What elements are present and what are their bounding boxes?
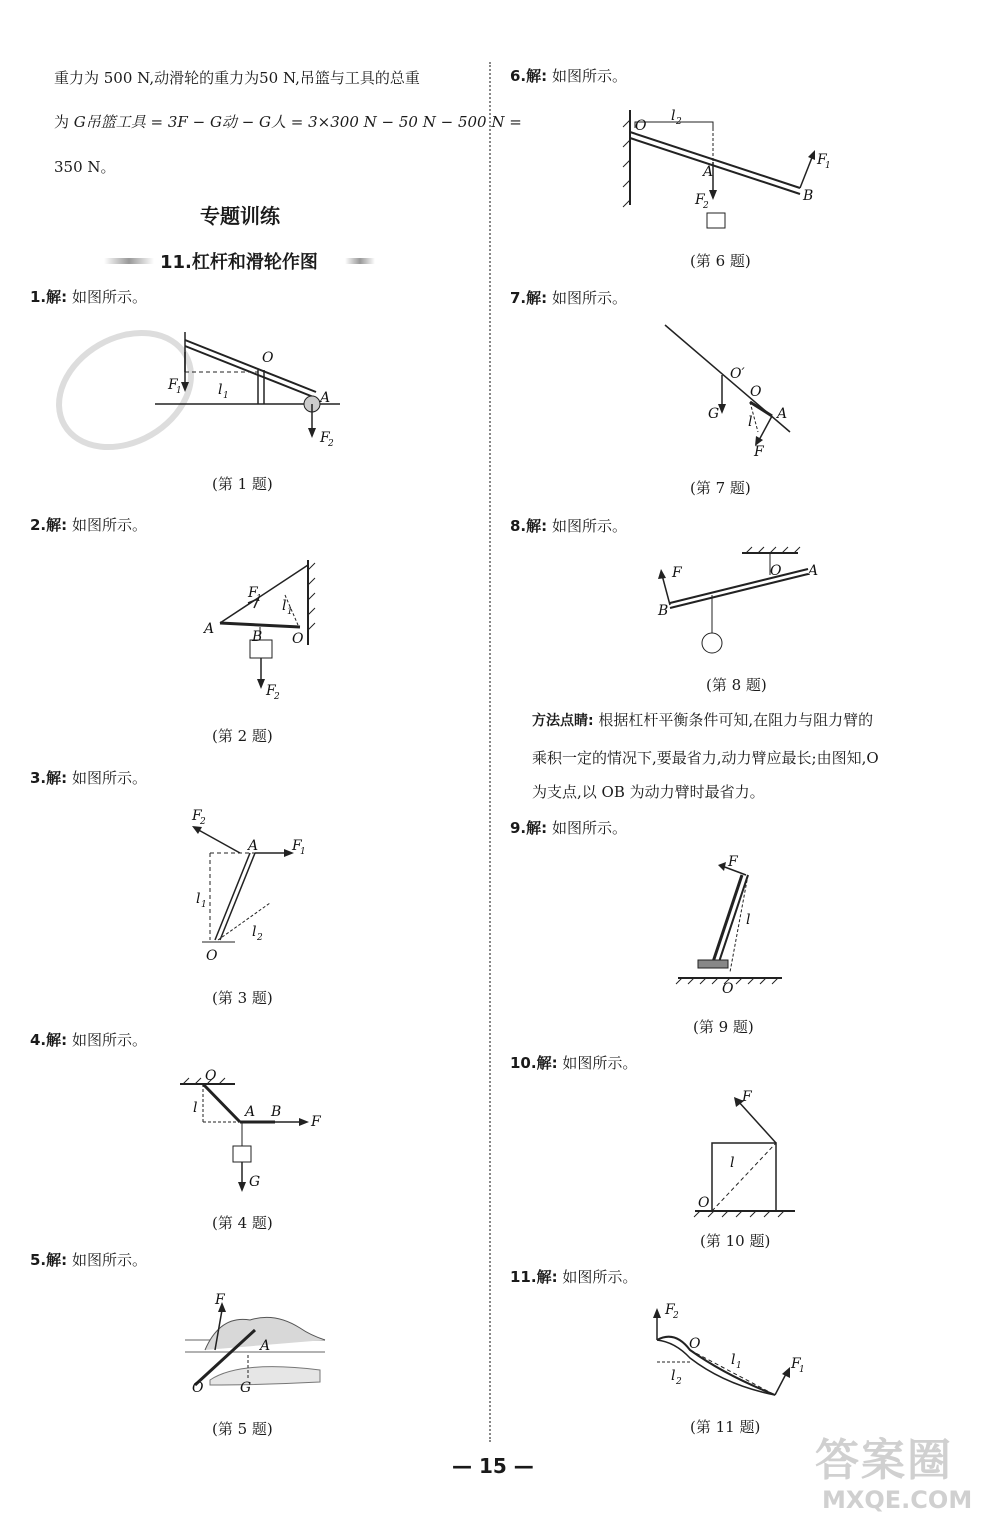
svg-text:A: A — [204, 621, 215, 637]
item-7-header: 7.解: 如图所示。 — [510, 289, 627, 307]
svg-text:1: 1 — [736, 1361, 742, 1371]
figure-2 — [200, 555, 330, 705]
svg-text:F: F — [168, 377, 178, 393]
svg-text:1: 1 — [223, 391, 229, 401]
figure-5 — [180, 1290, 330, 1400]
svg-text:1: 1 — [825, 161, 831, 171]
method-tip-line-2: 乘积一定的情况下,要最省力,动力臂应最长;由图知,O — [532, 749, 879, 767]
svg-text:O′: O′ — [730, 366, 745, 382]
figure-11 — [645, 1300, 815, 1410]
svg-text:F: F — [192, 808, 202, 824]
column-divider — [489, 62, 491, 1442]
svg-text:l: l — [748, 414, 753, 430]
svg-text:B: B — [803, 188, 814, 204]
svg-text:1: 1 — [287, 607, 293, 617]
intro-line-2 — [54, 112, 522, 132]
svg-text:l: l — [671, 1368, 676, 1384]
svg-text:A: A — [260, 1338, 271, 1354]
subsection-deco-right — [345, 258, 375, 264]
svg-text:A: A — [808, 563, 819, 579]
svg-text:l: l — [193, 1100, 198, 1116]
svg-text:l: l — [218, 382, 223, 398]
svg-text:l: l — [282, 598, 287, 614]
svg-text:O: O — [192, 1380, 204, 1396]
svg-text:F: F — [665, 1302, 675, 1318]
svg-text:l: l — [731, 1352, 736, 1368]
intro-line-3: 350 N。 — [54, 158, 116, 176]
figure-6-caption: (第 6 题) — [690, 252, 751, 270]
svg-text:F: F — [672, 565, 682, 581]
svg-text:O: O — [722, 981, 734, 997]
figure-2-caption: (第 2 题) — [212, 727, 273, 745]
svg-text:l: l — [730, 1155, 735, 1171]
svg-text:2: 2 — [200, 817, 206, 827]
svg-text:O: O — [689, 1336, 701, 1352]
item-9-header: 9.解: 如图所示。 — [510, 819, 627, 837]
svg-text:2: 2 — [274, 692, 280, 702]
svg-text:l: l — [671, 108, 676, 124]
figure-11-caption: (第 11 题) — [690, 1418, 761, 1436]
item-8-header: 8.解: 如图所示。 — [510, 517, 627, 535]
svg-text:2: 2 — [328, 439, 334, 449]
svg-text:2: 2 — [676, 1377, 682, 1387]
svg-text:F: F — [292, 838, 302, 854]
svg-text:O: O — [635, 118, 647, 134]
item-5-header: 5.解: 如图所示。 — [30, 1251, 147, 1269]
subsection-title: 11.杠杆和滑轮作图 — [160, 252, 318, 273]
figure-10 — [690, 1083, 810, 1218]
method-tip-line-3: 为支点,以 OB 为动力臂时最省力。 — [532, 783, 765, 801]
subsection-deco-left — [104, 258, 154, 264]
figure-6 — [615, 100, 845, 230]
svg-text:F: F — [817, 152, 827, 168]
svg-text:B: B — [271, 1104, 282, 1120]
svg-text:2: 2 — [703, 201, 709, 211]
figure-7 — [660, 320, 800, 465]
figure-1 — [40, 312, 350, 462]
figure-4 — [175, 1066, 335, 1196]
svg-text:2: 2 — [676, 117, 682, 127]
svg-text:O: O — [205, 1068, 217, 1084]
method-tip-label: 方法点睛: — [532, 713, 594, 729]
intro-formula: G吊篮工具 = 3F − G动 − G人 = 3×300 N − 50 N − 500 N = — [73, 113, 522, 131]
svg-text:F: F — [754, 444, 764, 460]
svg-text:O: O — [750, 384, 762, 400]
svg-text:l: l — [196, 891, 201, 907]
svg-text:G: G — [708, 406, 720, 422]
svg-text:F: F — [215, 1292, 225, 1308]
svg-text:A: A — [703, 164, 714, 180]
svg-text:2: 2 — [673, 1311, 679, 1321]
svg-text:O: O — [206, 948, 218, 964]
figure-8 — [650, 545, 830, 660]
svg-text:O: O — [262, 350, 274, 366]
page-number: — 15 — — [452, 1454, 534, 1478]
svg-text:O: O — [770, 563, 782, 579]
svg-text:G: G — [249, 1174, 261, 1190]
figure-4-caption: (第 4 题) — [212, 1214, 273, 1232]
figure-10-caption: (第 10 题) — [700, 1232, 771, 1250]
svg-text:2: 2 — [257, 933, 263, 943]
item-6-header: 6.解: 如图所示。 — [510, 67, 627, 85]
svg-text:B: B — [252, 629, 263, 645]
figure-1-caption: (第 1 题) — [212, 475, 273, 493]
svg-text:F: F — [320, 430, 330, 446]
intro-line-2-prefix: 为 — [54, 113, 70, 131]
figure-8-caption: (第 8 题) — [706, 676, 767, 694]
figure-9 — [670, 850, 790, 1000]
figure-3 — [180, 808, 330, 968]
section-title: 专题训练 — [200, 204, 280, 228]
svg-text:l: l — [252, 924, 257, 940]
svg-text:A: A — [248, 838, 259, 854]
svg-text:F: F — [728, 854, 738, 870]
item-1-header: 1.解: 如图所示。 — [30, 288, 147, 306]
svg-text:B: B — [658, 603, 669, 619]
watermark-site: MXQE.COM — [822, 1486, 973, 1514]
intro-line-1: 重力为 500 N,动滑轮的重力为50 N,吊篮与工具的总重 — [54, 69, 420, 87]
item-2-header: 2.解: 如图所示。 — [30, 516, 147, 534]
item-11-header: 11.解: 如图所示。 — [510, 1268, 638, 1286]
svg-text:F: F — [695, 192, 705, 208]
svg-text:F: F — [742, 1089, 752, 1105]
method-tip-line-1: 方法点睛: 根据杠杆平衡条件可知,在阻力与阻力臂的 — [532, 711, 874, 729]
figure-7-caption: (第 7 题) — [690, 479, 751, 497]
svg-text:1: 1 — [300, 847, 306, 857]
svg-text:F: F — [266, 683, 276, 699]
watermark-logo: 答案圈 — [815, 1435, 953, 1486]
svg-text:1: 1 — [201, 900, 207, 910]
svg-text:O: O — [698, 1195, 710, 1211]
svg-text:1: 1 — [256, 594, 262, 604]
svg-text:A: A — [245, 1104, 256, 1120]
svg-text:G: G — [240, 1380, 252, 1396]
svg-text:F: F — [248, 585, 258, 601]
svg-text:A: A — [777, 406, 788, 422]
item-4-header: 4.解: 如图所示。 — [30, 1031, 147, 1049]
svg-text:O: O — [292, 631, 304, 647]
figure-3-caption: (第 3 题) — [212, 989, 273, 1007]
svg-text:1: 1 — [799, 1365, 805, 1375]
figure-5-caption: (第 5 题) — [212, 1420, 273, 1438]
svg-text:F: F — [311, 1114, 321, 1130]
svg-text:A: A — [320, 390, 331, 406]
svg-text:1: 1 — [176, 386, 182, 396]
item-10-header: 10.解: 如图所示。 — [510, 1054, 638, 1072]
item-3-header: 3.解: 如图所示。 — [30, 769, 147, 787]
figure-9-caption: (第 9 题) — [693, 1018, 754, 1036]
svg-text:l: l — [746, 912, 751, 928]
svg-text:F: F — [791, 1356, 801, 1372]
